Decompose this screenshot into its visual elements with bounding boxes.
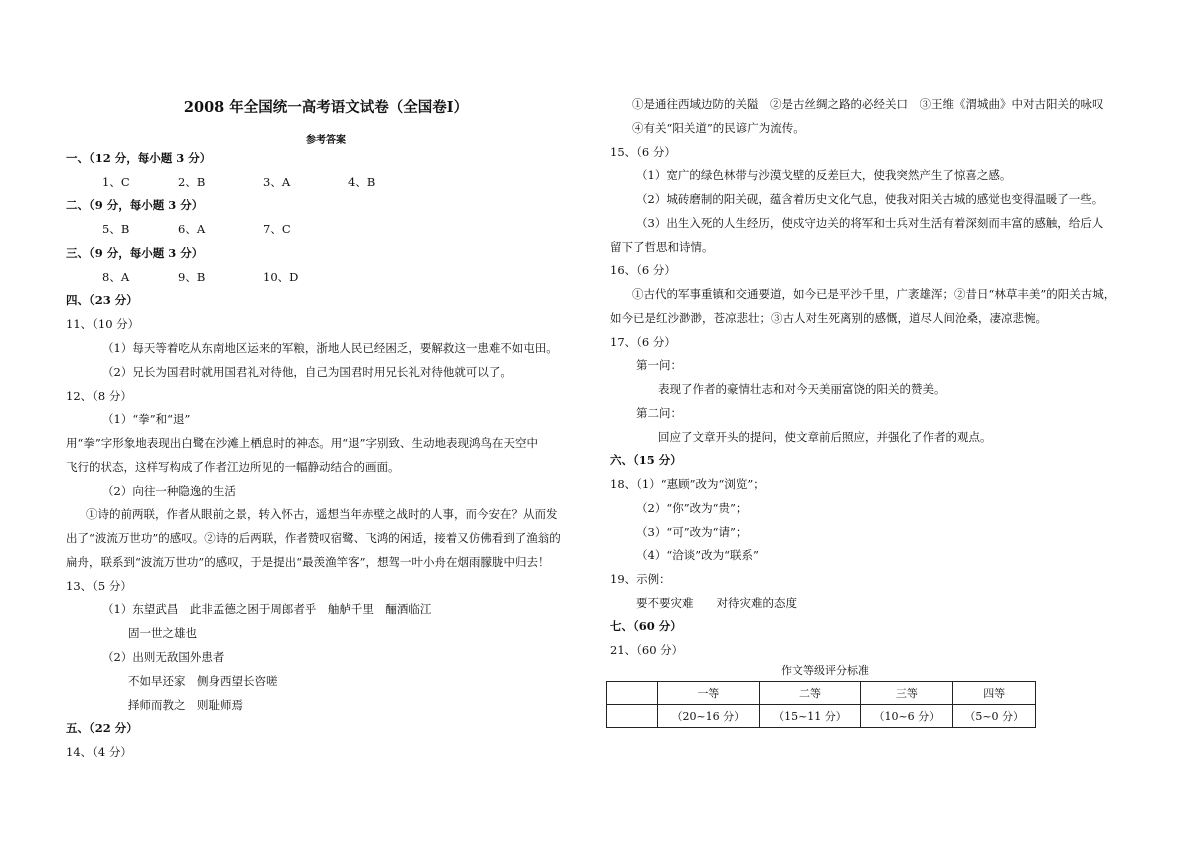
grading-table-cell: （5~0 分） <box>953 705 1036 728</box>
grading-table-range-row <box>607 705 1036 728</box>
text-line: 三、（9 分，每小题 3 分） <box>66 246 204 260</box>
text-line: （2）兄长为国君时就用国君礼对待他，自己为国君时用兄长礼对待他就可以了。 <box>102 365 512 379</box>
grading-table-cell: 三等 <box>861 682 953 705</box>
text-line: 飞行的状态，这样写构成了作者江边所见的一幅静动结合的画面。 <box>66 460 400 474</box>
text-line: 17、（6 分） <box>610 335 676 349</box>
text-line: 七、（60 分） <box>610 619 682 633</box>
text-line: 12、（8 分） <box>66 389 132 403</box>
grading-table-cell: （10~6 分） <box>861 705 953 728</box>
grading-table-cell: 四等 <box>953 682 1036 705</box>
text-line: 用“拳”字形象地表现出白鹭在沙滩上栖息时的神态。用“退”字别致、生动地表现鸿鸟在天空中 <box>66 436 539 450</box>
text-line: 18、（1）“惠顾”改为“浏览”； <box>610 477 765 491</box>
text-line: 11、（10 分） <box>66 317 140 331</box>
grading-table-caption: 作文等级评分标准 <box>781 664 869 677</box>
text-line: （4）“洽谈”改为“联系” <box>636 548 759 562</box>
text-line: 一、（12 分，每小题 3 分） <box>66 151 212 165</box>
text-line: 15、（6 分） <box>610 145 676 159</box>
text-line: 5、B <box>102 222 130 236</box>
text-line: 要不要灾难 对待灾难的态度 <box>636 596 797 610</box>
text-line: （2）向往一种隐逸的生活 <box>102 484 236 498</box>
text-line: 9、B <box>178 270 206 284</box>
text-line: 扁舟，联系到“波流万世功”的感叹，于是提出“最羡渔竿客”，想驾一叶小舟在烟雨朦胧中归去！ <box>66 555 550 569</box>
text-line: 7、C <box>263 222 291 236</box>
text-line: 4、B <box>348 175 376 189</box>
text-line: 19、示例： <box>610 572 671 586</box>
text-line: 3、A <box>263 175 291 189</box>
text-line: 出了“波流万世功”的感叹。②诗的后两联，作者赞叹宿鹭、飞鸿的闲适，接着又仿佛看到了渔翁的 <box>66 531 561 545</box>
grading-table-cell: （15~11 分） <box>759 705 861 728</box>
text-line: 8、A <box>102 270 130 284</box>
text-line: 2、B <box>178 175 206 189</box>
text-line: ④有关“阳关道”的民谚广为流传。 <box>632 121 805 135</box>
text-line: （3）“可”改为“请”； <box>636 525 748 539</box>
text-line: 10、D <box>263 270 299 284</box>
text-line: （2）城砖磨制的阳关砚，蕴含着历史文化气息，使我对阳关古城的感觉也变得温暖了一些。 <box>636 192 1104 206</box>
text-line: 四、（23 分） <box>66 293 138 307</box>
text-line: 13、（5 分） <box>66 579 132 593</box>
text-line: 择师而教之 则耻师焉 <box>128 698 243 712</box>
text-line: ①古代的军事重镇和交通要道，如今已是平沙千里，广袤雄浑；②昔日“林草丰美”的阳关古城， <box>632 287 1116 301</box>
text-line: 不如早还家 侧身西望长咨嗟 <box>128 674 278 688</box>
text-line: （1）宽广的绿色林带与沙漠戈壁的反差巨大，使我突然产生了惊喜之感。 <box>636 168 1012 182</box>
grading-table-cell <box>607 682 658 705</box>
text-line: （1）每天等着吃从东南地区运来的军粮，浙地人民已经困乏，要解救这一患难不如屯田。 <box>102 341 558 355</box>
text-line: 如今已是红沙渺渺，苍凉悲壮；③古人对生死离别的感慨，道尽人间沧桑，凄凉悲惋。 <box>610 311 1047 325</box>
text-line: 固一世之雄也 <box>128 626 197 640</box>
text-line: 留下了哲思和诗情。 <box>610 240 714 254</box>
text-line: （1）“拳”和“退” <box>102 412 191 426</box>
text-line: ①是通往西域边防的关隘 ②是古丝绸之路的必经关口 ③王维《渭城曲》中对古阳关的咏叹 <box>632 97 1104 111</box>
page-subtitle: 参考答案 <box>306 135 346 146</box>
text-line: （2）出则无敌国外患者 <box>102 650 225 664</box>
text-line: 五、（22 分） <box>66 721 138 735</box>
text-line: （1）东望武昌 此非孟德之困于周郎者乎 舳舻千里 酾酒临江 <box>102 602 432 616</box>
text-line: 六、（15 分） <box>610 453 682 467</box>
text-line: 6、A <box>178 222 206 236</box>
text-line: 第一问： <box>636 358 682 372</box>
text-line: 21、（60 分） <box>610 643 684 657</box>
text-line: （2）“你”改为“贵”； <box>636 501 748 515</box>
text-line: 回应了文章开头的提问，使文章前后照应，并强化了作者的观点。 <box>658 430 992 444</box>
grading-table-header-row <box>607 682 1036 705</box>
text-line: 第二问： <box>636 406 682 420</box>
text-line: 二、（9 分，每小题 3 分） <box>66 198 204 212</box>
text-line: ①诗的前两联，作者从眼前之景，转入怀古，遥想当年赤壁之战时的人事，而今安在？从而发 <box>86 507 558 521</box>
grading-table-cell <box>607 705 658 728</box>
text-line: （3）出生入死的人生经历，使戍守边关的将军和士兵对生活有着深刻而丰富的感触，给后人 <box>636 216 1104 230</box>
text-line: 表现了作者的豪情壮志和对今天美丽富饶的阳关的赞美。 <box>658 382 946 396</box>
grading-table <box>606 681 1036 728</box>
text-line: 1、C <box>102 175 130 189</box>
text-line: 16、（6 分） <box>610 263 676 277</box>
page-title: 2008 年全国统一高考语文试卷（全国卷Ⅰ） <box>183 99 469 116</box>
text-line: 14、（4 分） <box>66 745 132 759</box>
grading-table-cell: 一等 <box>658 682 760 705</box>
grading-table-cell: （20~16 分） <box>658 705 760 728</box>
grading-table-cell: 二等 <box>759 682 861 705</box>
